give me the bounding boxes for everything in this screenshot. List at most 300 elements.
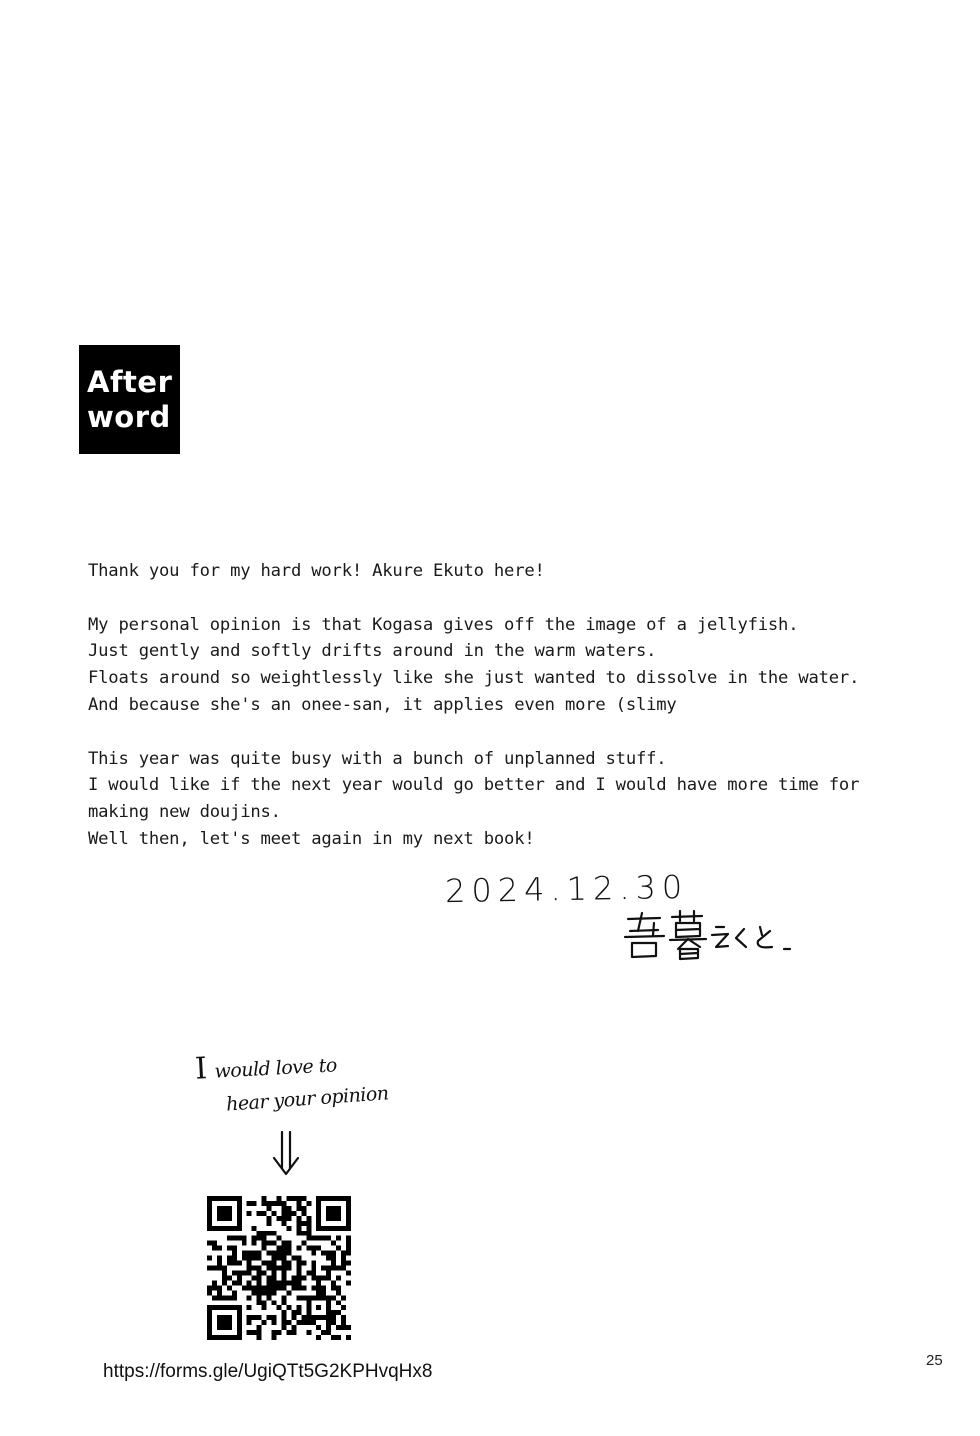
qr-module: [207, 1221, 212, 1226]
qr-module: [217, 1290, 222, 1295]
qr-module: [267, 1275, 272, 1280]
qr-module: [326, 1251, 331, 1256]
qr-module: [247, 1330, 252, 1335]
qr-module: [296, 1280, 301, 1285]
qr-module: [247, 1211, 252, 1216]
qr-module: [277, 1256, 282, 1261]
qr-module: [232, 1246, 237, 1251]
qr-module: [267, 1261, 272, 1266]
qr-module: [272, 1266, 277, 1271]
qr-module: [341, 1320, 346, 1325]
qr-module: [257, 1211, 262, 1216]
qr-module: [316, 1275, 321, 1280]
qr-module: [247, 1251, 252, 1256]
qr-module: [257, 1251, 262, 1256]
qr-module: [267, 1241, 272, 1246]
qr-module: [346, 1216, 351, 1221]
handwritten-date: 2024.12.30: [444, 867, 689, 911]
qr-module: [291, 1285, 296, 1290]
qr-module: [227, 1305, 232, 1310]
qr-module: [286, 1320, 291, 1325]
qr-module: [222, 1280, 227, 1285]
qr-module: [286, 1246, 291, 1251]
qr-module: [281, 1256, 286, 1261]
qr-module: [237, 1216, 242, 1221]
qr-module: [217, 1256, 222, 1261]
qr-module: [336, 1300, 341, 1305]
qr-module: [341, 1251, 346, 1256]
afterword-body: [88, 558, 888, 853]
qr-module: [331, 1251, 336, 1256]
qr-module: [277, 1285, 282, 1290]
qr-module: [272, 1201, 277, 1206]
qr-module: [247, 1295, 252, 1300]
qr-module: [252, 1275, 257, 1280]
qr-module: [311, 1236, 316, 1241]
qr-module: [316, 1236, 321, 1241]
qr-module: [257, 1325, 262, 1330]
qr-module: [281, 1300, 286, 1305]
qr-module: [306, 1246, 311, 1251]
qr-module: [257, 1280, 262, 1285]
qr-module: [247, 1280, 252, 1285]
qr-module: [316, 1206, 321, 1211]
qr-module: [222, 1275, 227, 1280]
qr-module: [336, 1246, 341, 1251]
qr-module: [326, 1300, 331, 1305]
qr-module: [237, 1320, 242, 1325]
qr-module: [272, 1231, 277, 1236]
qr-module: [296, 1246, 301, 1251]
qr-module: [316, 1216, 321, 1221]
qr-module: [252, 1330, 257, 1335]
qr-module: [267, 1251, 272, 1256]
qr-module: [341, 1226, 346, 1231]
qr-module: [262, 1305, 267, 1310]
qr-module: [207, 1266, 212, 1271]
handwritten-note-i: I: [194, 1051, 208, 1087]
closing-line-3: making new doujins.: [88, 802, 281, 823]
qr-module: [321, 1330, 326, 1335]
qr-module: [277, 1236, 282, 1241]
qr-module: [252, 1236, 257, 1241]
qr-module: [227, 1335, 232, 1340]
qr-module: [242, 1256, 247, 1261]
afterword-heading-line2: word: [87, 399, 171, 434]
qr-module: [296, 1216, 301, 1221]
qr-module: [326, 1320, 331, 1325]
qr-module: [277, 1246, 282, 1251]
qr-module: [336, 1216, 341, 1221]
qr-module: [212, 1246, 217, 1251]
qr-module: [257, 1290, 262, 1295]
qr-module: [296, 1201, 301, 1206]
qr-module: [306, 1300, 311, 1305]
qr-module: [232, 1290, 237, 1295]
qr-module: [316, 1290, 321, 1295]
qr-module: [217, 1325, 222, 1330]
qr-module: [331, 1320, 336, 1325]
qr-module: [321, 1226, 326, 1231]
qr-module: [237, 1325, 242, 1330]
qr-module: [331, 1285, 336, 1290]
qr-module: [336, 1236, 341, 1241]
qr-module: [237, 1280, 242, 1285]
qr-module: [227, 1226, 232, 1231]
qr-module: [291, 1275, 296, 1280]
qr-module: [212, 1280, 217, 1285]
qr-module: [301, 1275, 306, 1280]
qr-module: [222, 1335, 227, 1340]
qr-module: [331, 1261, 336, 1266]
qr-module: [346, 1261, 351, 1266]
qr-module: [252, 1290, 257, 1295]
qr-module: [286, 1261, 291, 1266]
qr-module: [207, 1305, 212, 1310]
qr-module: [272, 1251, 277, 1256]
qr-module: [336, 1275, 341, 1280]
qr-module: [267, 1280, 272, 1285]
qr-module: [277, 1266, 282, 1271]
qr-module: [267, 1221, 272, 1226]
qr-module: [316, 1211, 321, 1216]
down-arrow-icon: [270, 1130, 302, 1176]
qr-module: [281, 1325, 286, 1330]
qr-module: [212, 1241, 217, 1246]
author-signature: [620, 905, 800, 965]
opinion-line-2: Just gently and softly drifts around in the warm waters.: [88, 641, 657, 662]
qr-module: [286, 1290, 291, 1295]
qr-module: [291, 1330, 296, 1335]
qr-module: [346, 1270, 351, 1275]
qr-module: [281, 1266, 286, 1271]
qr-module: [257, 1295, 262, 1300]
qr-module: [237, 1335, 242, 1340]
qr-module: [296, 1270, 301, 1275]
qr-module: [301, 1315, 306, 1320]
qr-module: [296, 1206, 301, 1211]
qr-module: [207, 1211, 212, 1216]
qr-module: [321, 1236, 326, 1241]
qr-module: [272, 1320, 277, 1325]
qr-module: [272, 1275, 277, 1280]
qr-module: [217, 1226, 222, 1231]
qr-module: [296, 1231, 301, 1236]
qr-module: [222, 1266, 227, 1271]
qr-module: [316, 1315, 321, 1320]
qr-module: [272, 1285, 277, 1290]
qr-module: [252, 1241, 257, 1246]
qr-module: [311, 1295, 316, 1300]
qr-module: [222, 1295, 227, 1300]
qr-module: [207, 1315, 212, 1320]
qr-module: [222, 1325, 227, 1330]
qr-module: [346, 1241, 351, 1246]
qr-module: [326, 1211, 331, 1216]
qr-module: [306, 1216, 311, 1221]
qr-module: [281, 1280, 286, 1285]
qr-module: [296, 1285, 301, 1290]
qr-module: [277, 1196, 282, 1201]
qr-module: [326, 1236, 331, 1241]
qr-module: [281, 1310, 286, 1315]
qr-module: [207, 1241, 212, 1246]
qr-module: [336, 1285, 341, 1290]
qr-module: [227, 1256, 232, 1261]
qr-module: [217, 1295, 222, 1300]
qr-module: [331, 1335, 336, 1340]
qr-module: [306, 1201, 311, 1206]
qr-module: [267, 1285, 272, 1290]
survey-url[interactable]: https://forms.gle/UgiQTt5G2KPHvqHx8: [103, 1361, 433, 1382]
qr-module: [232, 1280, 237, 1285]
qr-module: [207, 1226, 212, 1231]
qr-module: [281, 1320, 286, 1325]
qr-module: [212, 1226, 217, 1231]
qr-module: [232, 1226, 237, 1231]
qr-module: [252, 1285, 257, 1290]
qr-module: [257, 1285, 262, 1290]
qr-module: [232, 1251, 237, 1256]
qr-module: [247, 1315, 252, 1320]
qr-module: [207, 1290, 212, 1295]
qr-module: [306, 1310, 311, 1315]
qr-module: [311, 1270, 316, 1275]
qr-module: [207, 1196, 212, 1201]
qr-module: [306, 1315, 311, 1320]
qr-module: [326, 1330, 331, 1335]
qr-module: [296, 1266, 301, 1271]
qr-module: [227, 1285, 232, 1290]
page-number: 25: [926, 1352, 943, 1369]
qr-module: [207, 1310, 212, 1315]
qr-module: [262, 1285, 267, 1290]
closing-line-4: Well then, let's meet again in my next book!: [88, 828, 535, 849]
qr-module: [262, 1196, 267, 1201]
qr-module: [207, 1285, 212, 1290]
qr-module: [306, 1320, 311, 1325]
qr-module: [336, 1310, 341, 1315]
qr-module: [326, 1310, 331, 1315]
qr-module: [217, 1206, 222, 1211]
qr-module: [281, 1251, 286, 1256]
qr-module: [281, 1216, 286, 1221]
qr-module: [212, 1305, 217, 1310]
qr-module: [326, 1226, 331, 1231]
qr-module: [291, 1315, 296, 1320]
qr-module: [212, 1295, 217, 1300]
qr-module: [346, 1201, 351, 1206]
qr-module: [331, 1196, 336, 1201]
qr-module: [237, 1236, 242, 1241]
qr-module: [207, 1330, 212, 1335]
qr-module: [227, 1315, 232, 1320]
qr-module: [237, 1221, 242, 1226]
qr-module: [247, 1305, 252, 1310]
qr-module: [286, 1251, 291, 1256]
qr-module: [336, 1335, 341, 1340]
qr-module: [237, 1310, 242, 1315]
qr-module: [286, 1196, 291, 1201]
qr-module: [331, 1206, 336, 1211]
qr-module: [277, 1330, 282, 1335]
qr-module: [286, 1216, 291, 1221]
qr-module: [227, 1236, 232, 1241]
qr-module: [286, 1226, 291, 1231]
handwritten-note-line1: [194, 1044, 337, 1086]
qr-module: [326, 1256, 331, 1261]
qr-module: [262, 1261, 267, 1266]
qr-module: [232, 1261, 237, 1266]
qr-module: [306, 1305, 311, 1310]
qr-module: [321, 1285, 326, 1290]
qr-module: [212, 1335, 217, 1340]
qr-module: [301, 1211, 306, 1216]
qr-module: [331, 1310, 336, 1315]
qr-module: [321, 1266, 326, 1271]
qr-module: [321, 1290, 326, 1295]
qr-module: [281, 1246, 286, 1251]
qr-module: [272, 1300, 277, 1305]
qr-module: [286, 1280, 291, 1285]
qr-module: [346, 1251, 351, 1256]
qr-module: [316, 1295, 321, 1300]
qr-module: [321, 1275, 326, 1280]
qr-module: [242, 1285, 247, 1290]
qr-module: [286, 1266, 291, 1271]
qr-module: [247, 1270, 252, 1275]
qr-module: [252, 1256, 257, 1261]
qr-module: [267, 1295, 272, 1300]
qr-module: [232, 1236, 237, 1241]
qr-module: [311, 1246, 316, 1251]
qr-module: [222, 1320, 227, 1325]
qr-module: [341, 1315, 346, 1320]
qr-module: [217, 1246, 222, 1251]
qr-module: [341, 1305, 346, 1310]
qr-module: [237, 1211, 242, 1216]
qr-module: [252, 1315, 257, 1320]
qr-module: [227, 1320, 232, 1325]
qr-module: [272, 1330, 277, 1335]
qr-module: [257, 1300, 262, 1305]
qr-module: [212, 1285, 217, 1290]
qr-module: [262, 1201, 267, 1206]
qr-module: [237, 1226, 242, 1231]
qr-module: [291, 1256, 296, 1261]
qr-module: [232, 1256, 237, 1261]
qr-module: [316, 1325, 321, 1330]
qr-module: [296, 1320, 301, 1325]
qr-module: [272, 1211, 277, 1216]
qr-module: [217, 1196, 222, 1201]
qr-module: [272, 1280, 277, 1285]
opinion-line-1: My personal opinion is that Kogasa gives off the image of a jellyfish.: [88, 614, 799, 635]
qr-module: [232, 1305, 237, 1310]
qr-module: [296, 1305, 301, 1310]
qr-module: [296, 1221, 301, 1226]
qr-module: [331, 1315, 336, 1320]
qr-module: [301, 1196, 306, 1201]
qr-module: [281, 1241, 286, 1246]
qr-module: [247, 1320, 252, 1325]
qr-module: [277, 1216, 282, 1221]
qr-module: [281, 1206, 286, 1211]
qr-module: [341, 1325, 346, 1330]
qr-module: [267, 1290, 272, 1295]
qr-module: [316, 1335, 321, 1340]
qr-module: [316, 1221, 321, 1226]
qr-module: [326, 1266, 331, 1271]
qr-module: [257, 1266, 262, 1271]
qr-module: [262, 1241, 267, 1246]
qr-module: [257, 1270, 262, 1275]
qr-module: [227, 1295, 232, 1300]
qr-module: [346, 1196, 351, 1201]
qr-module: [247, 1201, 252, 1206]
opinion-line-4: And because she's an onee-san, it applies even more (slimy: [88, 694, 677, 715]
qr-module: [301, 1206, 306, 1211]
qr-module: [336, 1206, 341, 1211]
qr-module: [267, 1206, 272, 1211]
qr-module: [267, 1315, 272, 1320]
qr-module: [321, 1295, 326, 1300]
qr-module: [316, 1226, 321, 1231]
qr-module: [286, 1206, 291, 1211]
qr-module: [321, 1196, 326, 1201]
qr-module: [277, 1280, 282, 1285]
qr-module: [207, 1335, 212, 1340]
qr-module: [227, 1261, 232, 1266]
qr-module: [227, 1246, 232, 1251]
qr-module: [296, 1275, 301, 1280]
qr-module: [277, 1305, 282, 1310]
qr-module: [237, 1330, 242, 1335]
qr-module: [217, 1335, 222, 1340]
qr-module: [346, 1221, 351, 1226]
qr-module: [301, 1295, 306, 1300]
qr-module: [242, 1236, 247, 1241]
qr-module: [301, 1285, 306, 1290]
qr-module: [272, 1261, 277, 1266]
qr-module: [281, 1201, 286, 1206]
qr-module: [281, 1285, 286, 1290]
qr-module: [252, 1266, 257, 1271]
qr-module: [346, 1246, 351, 1251]
qr-module: [242, 1270, 247, 1275]
qr-module: [237, 1315, 242, 1320]
qr-module: [281, 1261, 286, 1266]
qr-module: [346, 1325, 351, 1330]
qr-module: [232, 1295, 237, 1300]
qr-module: [346, 1206, 351, 1211]
qr-module: [311, 1266, 316, 1271]
qr-module: [212, 1196, 217, 1201]
qr-module: [281, 1221, 286, 1226]
qr-module: [267, 1266, 272, 1271]
qr-module: [346, 1335, 351, 1340]
qr-module: [316, 1196, 321, 1201]
qr-module: [301, 1241, 306, 1246]
qr-module: [262, 1231, 267, 1236]
qr-module: [306, 1231, 311, 1236]
qr-module: [237, 1270, 242, 1275]
handwritten-note-line2: hear your opinion: [225, 1082, 390, 1116]
qr-module: [291, 1211, 296, 1216]
qr-module: [217, 1285, 222, 1290]
qr-module: [336, 1266, 341, 1271]
qr-module: [321, 1315, 326, 1320]
